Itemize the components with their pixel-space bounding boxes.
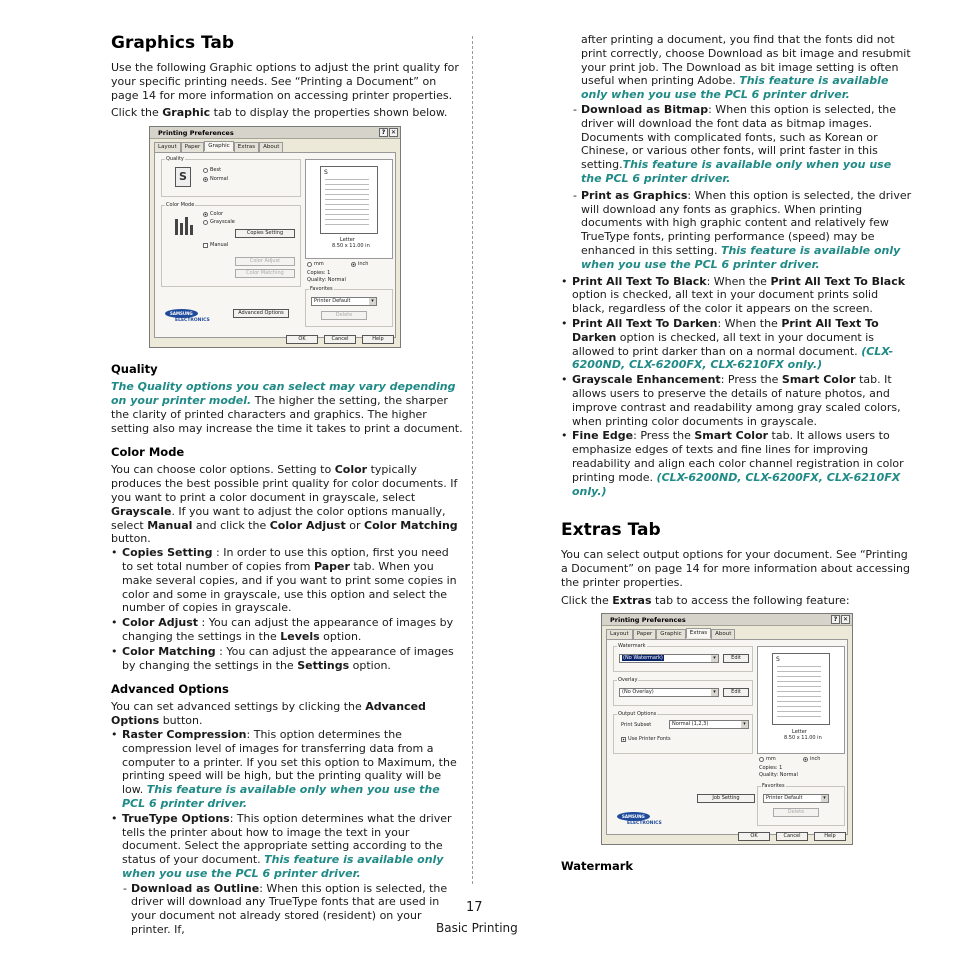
download-bitmap-item: - Download as Bitmap: When this option is selected, the driver will download the font data as bitmap images. Documents with complicated fonts, such as Korean or Chinese, or various other fonts, will print faster in this setting.This feature is available only when you use the PCL 6 printer driver.: [573, 102, 897, 185]
samsung-logo: SAMSUNG ELECTRONICS: [617, 812, 662, 826]
list-item: • TrueType Options: This option determines what the driver tells the printer about how to image the text in your document. Select the appropriate setting according to the status of your document. This feature is available only when you use the PCL 6 printer driver.: [111, 812, 463, 881]
favorites-select[interactable]: Printer Default ▾: [311, 297, 377, 306]
advanced-options-heading: Advanced Options: [111, 682, 229, 697]
tab-extras[interactable]: Extras: [686, 628, 711, 638]
tab-paper[interactable]: Paper: [181, 142, 205, 152]
preview-paper: Letter: [792, 729, 807, 736]
list-item: • Print All Text To Black: When the Print All Text To Black option is checked, all text in your document prints solid black, regardless of the color it appears on the screen.: [561, 275, 913, 316]
cancel-button[interactable]: Cancel: [324, 335, 356, 344]
samsung-logo: SAMSUNG ELECTRONICS: [165, 309, 210, 323]
dialog-titlebar: Printing Preferences ? ✕: [150, 127, 400, 139]
list-item: • Fine Edge: Press the Smart Color tab. It allows users to emphasize edges of texts and fine lines for improving readability and align each color channel registration in color printing mode. (CLX-6200ND, CLX-6200FX, CLX-6210FX only.): [561, 429, 913, 498]
printing-preferences-dialog: [149, 126, 401, 348]
manual-checkbox[interactable]: Manual: [203, 242, 228, 248]
graphics-intro: Use the following Graphic options to adjust the print quality for your specific printing needs. See “Printing a Document” on page 14 for more information on accessing printer properties.: [111, 61, 459, 102]
dialog-titlebar: Printing Preferences ? ✕: [602, 614, 852, 626]
watermark-group-label: Watermark: [618, 643, 646, 650]
close-icon[interactable]: ✕: [842, 616, 849, 624]
watermark-edit-button[interactable]: Edit: [723, 654, 749, 663]
quality-heading: Quality: [111, 362, 158, 377]
color-mode-heading: Color Mode: [111, 445, 185, 460]
help-title-icon[interactable]: ?: [379, 128, 388, 137]
delete-favorite-button[interactable]: Delete: [773, 808, 819, 817]
dialog-tabs: [602, 626, 852, 639]
use-printer-fonts-checkbox[interactable]: Use Printer Fonts: [621, 736, 671, 742]
quality-group-label: Quality: [166, 156, 184, 163]
graphic-panel: [154, 152, 396, 338]
preview-quality: Quality: Normal: [759, 772, 798, 779]
favorites-label: Favorites: [762, 783, 785, 790]
graphics-click-instruction: Click the Graphic tab to display the properties shown below.: [111, 106, 448, 120]
preview-sheet: S: [320, 166, 378, 234]
preview-size: 8.50 x 11.00 in: [332, 243, 370, 250]
help-button[interactable]: Help: [814, 832, 846, 841]
ok-button[interactable]: OK: [286, 335, 318, 344]
preview-quality: Quality: Normal: [307, 277, 346, 284]
preview-size: 8.50 x 11.00 in: [784, 735, 822, 742]
favorites-group: [305, 289, 393, 327]
tab-paper[interactable]: Paper: [633, 629, 657, 639]
print-graphics-item: - Print as Graphics: When this option is selected, the driver will download any fonts as graphics. When printing documents with high graphic content and relatively few TrueType fonts, printing performance (speed) may be enhanced in this setting. This feature is available only when you use the PCL 6 printer driver.: [573, 188, 912, 271]
overlay-group-label: Overlay: [618, 677, 638, 684]
radio-color[interactable]: Color: [203, 211, 223, 217]
column-divider: [472, 36, 473, 884]
list-item: • Print All Text To Darken: When the Print All Text To Darken option is checked, all text in your document is allowed to print darker than on a normal document. (CLX-6200ND, CLX-6200FX, CLX-6210FX only.): [561, 317, 913, 372]
extras-panel: [606, 639, 848, 835]
print-subset-label: Print Subset: [621, 722, 652, 729]
advanced-options-list: [111, 728, 463, 881]
list-item: • Color Matching : You can adjust the appearance of images by changing the settings in the Settings option.: [111, 645, 463, 673]
favorites-select[interactable]: Printer Default ▾: [763, 794, 829, 803]
tab-layout[interactable]: Layout: [606, 629, 633, 639]
radio-inch[interactable]: inch: [803, 756, 820, 762]
dialog-tabs: [150, 139, 400, 152]
output-options-label: Output Options: [618, 711, 657, 718]
extras-preferences-dialog: [601, 613, 853, 845]
footer-section-title: Basic Printing: [436, 921, 518, 935]
help-button[interactable]: Help: [362, 335, 394, 344]
favorites-group: [757, 786, 845, 826]
color-matching-button[interactable]: Color Matching: [235, 269, 295, 278]
watermark-heading: Watermark: [561, 859, 634, 874]
advanced-options-button[interactable]: Advanced Options: [233, 309, 289, 318]
download-outline-continued: after printing a document, you find that the fonts did not print correctly, choose Download as bit image and resubmit your print job. The Download as bit image setting is often useful when printing Adobe. This feature is available only when you use the PCL 6 printer driver.: [581, 33, 911, 102]
extras-intro: You can select output options for your document. See “Printing a Document” on page 14 for more information about accessing the printer properties.: [561, 548, 910, 589]
preview-paper: Letter: [340, 237, 355, 244]
tab-about[interactable]: About: [711, 629, 735, 639]
radio-normal[interactable]: Normal: [203, 176, 228, 182]
radio-mm[interactable]: mm: [307, 261, 324, 267]
extras-click-instruction: Click the Extras tab to access the following feature:: [561, 593, 850, 607]
color-adjust-button[interactable]: Color Adjust: [235, 257, 295, 266]
favorites-label: Favorites: [310, 286, 333, 293]
quality-s-icon: S: [175, 167, 191, 187]
tab-graphic[interactable]: Graphic: [656, 629, 685, 639]
radio-mm[interactable]: mm: [759, 756, 776, 762]
help-title-icon[interactable]: ?: [831, 615, 840, 624]
color-cartridge-icon: [175, 215, 193, 235]
color-mode-label: Color Mode: [166, 202, 195, 209]
tab-about[interactable]: About: [259, 142, 283, 152]
copies-setting-button[interactable]: Copies Setting: [235, 229, 295, 238]
radio-inch[interactable]: inch: [351, 261, 368, 267]
list-item: • Raster Compression: This option determines the compression level of images for transferring data from a computer to a printer. If you set this option to Maximum, the printing speed will be high, but the printing quality will be low. This feature is available only when you use the PCL 6 printer driver.: [111, 728, 463, 811]
job-setting-button[interactable]: Job Setting: [697, 794, 755, 803]
page-number: 17: [466, 900, 483, 915]
overlay-edit-button[interactable]: Edit: [723, 688, 749, 697]
preview-copies: Copies: 1: [759, 765, 783, 772]
advanced-intro: You can set advanced settings by clicking the Advanced Options button.: [111, 700, 426, 728]
close-icon[interactable]: ✕: [390, 129, 397, 137]
graphics-tab-heading: Graphics Tab: [111, 33, 235, 53]
radio-best[interactable]: Best: [203, 167, 221, 173]
tab-graphic[interactable]: Graphic: [204, 141, 233, 151]
cancel-button[interactable]: Cancel: [776, 832, 808, 841]
tab-layout[interactable]: Layout: [154, 142, 181, 152]
list-item: • Grayscale Enhancement: Press the Smart Color tab. It allows users to preserve the details of nature photos, and improve contrast and readability among gray scaled colors, when printing color documents in grayscale.: [561, 373, 913, 428]
quality-text: The Quality options you can select may vary depending on your printer model. The higher the setting, the sharper the clarity of printed characters and graphics. The higher setting also may increase the time it takes to print a document.: [111, 380, 463, 435]
overlay-select[interactable]: (No Overlay) ▾: [619, 688, 719, 697]
extras-dialog-figure: [601, 613, 913, 845]
tab-extras[interactable]: Extras: [234, 142, 259, 152]
print-subset-select[interactable]: Normal (1,2,3) ▾: [669, 720, 749, 729]
download-outline-item: - Download as Outline: When this option is selected, the driver will download any TrueType fonts that are used in your document not already stored (resident) on your printer. If,: [123, 881, 448, 937]
watermark-select[interactable]: (No Watermark) ▾: [619, 654, 719, 663]
right-column: [561, 33, 913, 877]
preview-copies: Copies: 1: [307, 270, 331, 277]
text-options-list: [561, 275, 913, 499]
preview-sheet: S: [772, 653, 830, 725]
delete-favorite-button[interactable]: Delete: [321, 311, 367, 320]
extras-tab-heading: Extras Tab: [561, 520, 661, 541]
print-preview: [757, 646, 845, 754]
radio-grayscale[interactable]: Grayscale: [203, 219, 235, 225]
list-item: • Copies Setting : In order to use this option, first you need to set total number of copies from Paper tab. When you make several copies, and if you want to print some copies in color and some in grayscale, use this option and select the number of copies in grayscale.: [111, 546, 463, 615]
color-mode-list: [111, 546, 463, 672]
color-mode-text: You can choose color options. Setting to Color typically produces the best possible print quality for color documents. If you want to print a color document in grayscale, select Grayscale. If you want to adjust the color options manually, select Manual and click the Color Adjust or Color Matching button.: [111, 463, 458, 546]
print-preview: [305, 159, 393, 259]
graphic-dialog-figure: [149, 126, 463, 348]
list-item: • Color Adjust : You can adjust the appearance of images by changing the settings in the Levels option.: [111, 616, 463, 644]
ok-button[interactable]: OK: [738, 832, 770, 841]
left-column: [111, 33, 463, 940]
